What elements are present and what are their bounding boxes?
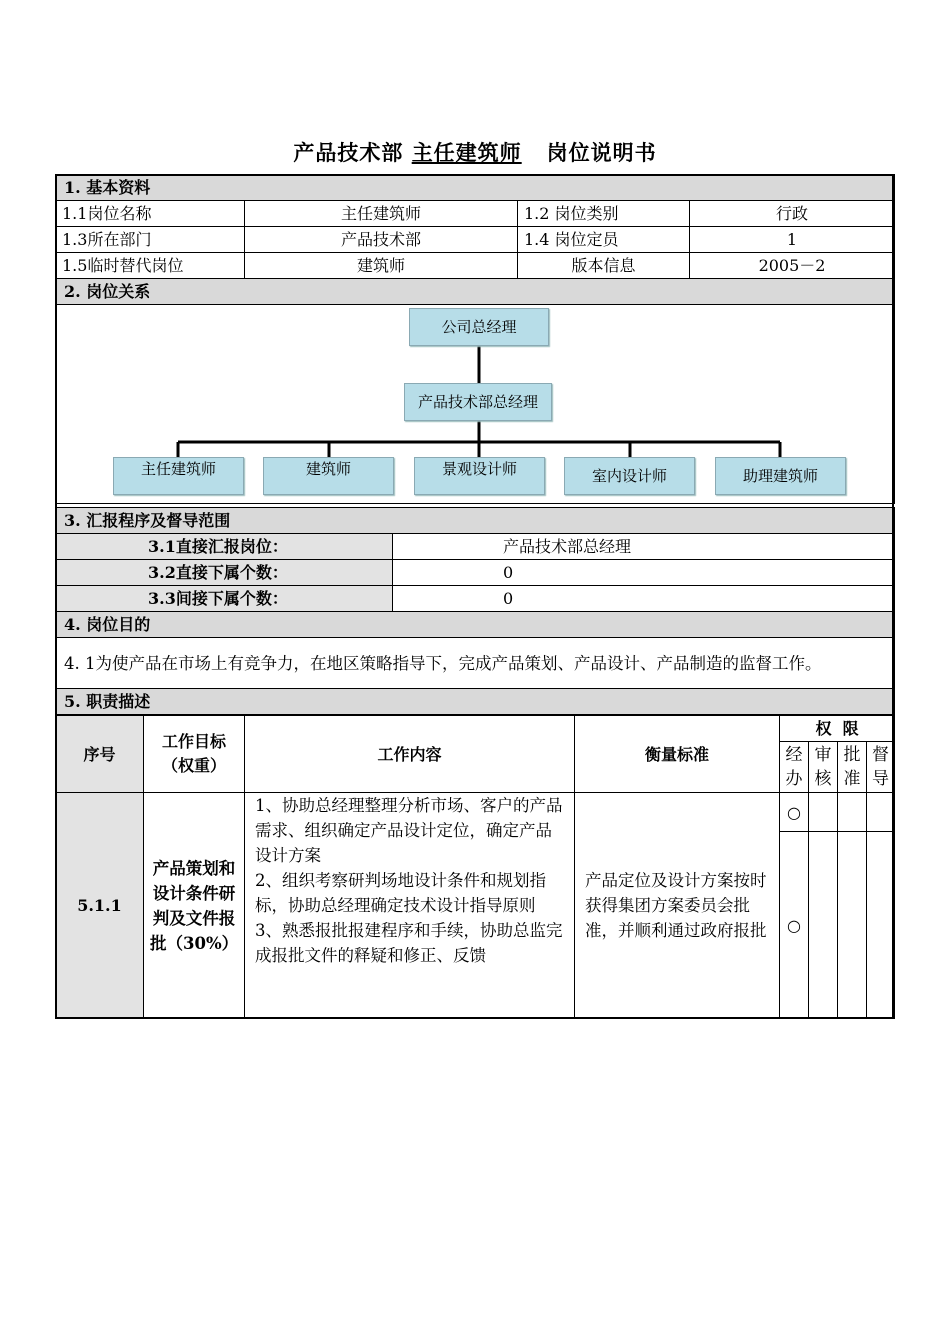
col-standard: 衡量标准 [575,716,780,793]
label-position-category: 1.2 岗位类别 [518,201,690,227]
title-dept: 产品技术部 [293,140,404,165]
org-node-mid: 产品技术部总经理 [404,383,552,421]
label-headcount: 1.4 岗位定员 [518,227,690,253]
col-auth-review: 审核 [809,742,838,793]
duty-goal: 产品策划和设计条件研判及文件报批（30%） [144,793,245,1019]
duty-mark-handle-2: ○ [780,832,809,1019]
org-node-child: 主任建筑师 [113,457,244,495]
section-2-header: 2. 岗位关系 [56,279,895,305]
value-position-name: 主任建筑师 [245,201,518,227]
org-node-child: 景观设计师 [414,457,545,495]
label-department: 1.3所在部门 [56,227,245,253]
duty-no: 5.1.1 [56,793,144,1019]
label-position-name: 1.1岗位名称 [56,201,245,227]
section-5-header: 5. 职责描述 [56,689,895,715]
col-no: 序号 [56,716,144,793]
purpose-text: 4. 1为使产品在市场上有竞争力，在地区策略指导下，完成产品策划、产品设计、产品制造的监督工作。 [56,638,895,689]
col-auth-supervise: 督导 [867,742,895,793]
col-content: 工作内容 [245,716,575,793]
duty-table [55,715,895,1019]
duty-mark-cell [867,832,895,1019]
value-version: 2005－2 [690,253,895,279]
title-position: 主任建筑师 [411,140,522,165]
duty-standard: 产品定位及设计方案按时获得集团方案委员会批准，并顺利通过政府报批 [575,793,780,1019]
section-1-header: 1. 基本资料 [56,175,895,201]
label-direct-subordinates: 3.2直接下属个数： [56,560,393,586]
org-node-child: 助理建筑师 [715,457,846,495]
value-position-category: 行政 [690,201,895,227]
value-indirect-subordinates: 0 [393,586,895,612]
org-node-child: 建筑师 [263,457,394,495]
document-title [0,137,950,167]
org-node-child: 室内设计师 [564,457,695,495]
label-direct-report: 3.1直接汇报岗位： [56,534,393,560]
duty-mark-cell [867,793,895,832]
duty-mark-cell [809,832,838,1019]
section-4-header: 4. 岗位目的 [56,612,895,638]
label-indirect-subordinates: 3.3间接下属个数： [56,586,393,612]
label-substitute: 1.5临时替代岗位 [56,253,245,279]
col-auth-handle: 经办 [780,742,809,793]
reporting-table [55,507,895,715]
value-headcount: 1 [690,227,895,253]
value-substitute: 建筑师 [245,253,518,279]
label-version: 版本信息 [518,253,690,279]
value-department: 产品技术部 [245,227,518,253]
duty-mark-cell [838,832,867,1019]
col-goal: 工作目标（权重） [144,716,245,793]
section-3-header: 3. 汇报程序及督导范围 [56,508,895,534]
title-suffix: 岗位说明书 [546,140,657,165]
duty-mark-cell [809,793,838,832]
duty-mark-handle-1: ○ [780,793,809,832]
value-direct-report: 产品技术部总经理 [393,534,895,560]
duty-content: 1、协助总经理整理分析市场、客户的产品需求、组织确定产品设计定位，确定产品设计方案 2、组织考察研判场地设计条件和规划指标，协助总经理确定技术设计指导原则 3、熟悉报批报建程序和手续，协助总监完成报批文件的释疑和修正、反馈 [245,793,575,1019]
col-authority: 权 限 [780,716,895,742]
org-node-top: 公司总经理 [409,308,549,346]
duty-mark-cell [838,793,867,832]
value-direct-subordinates: 0 [393,560,895,586]
col-auth-approve: 批准 [838,742,867,793]
